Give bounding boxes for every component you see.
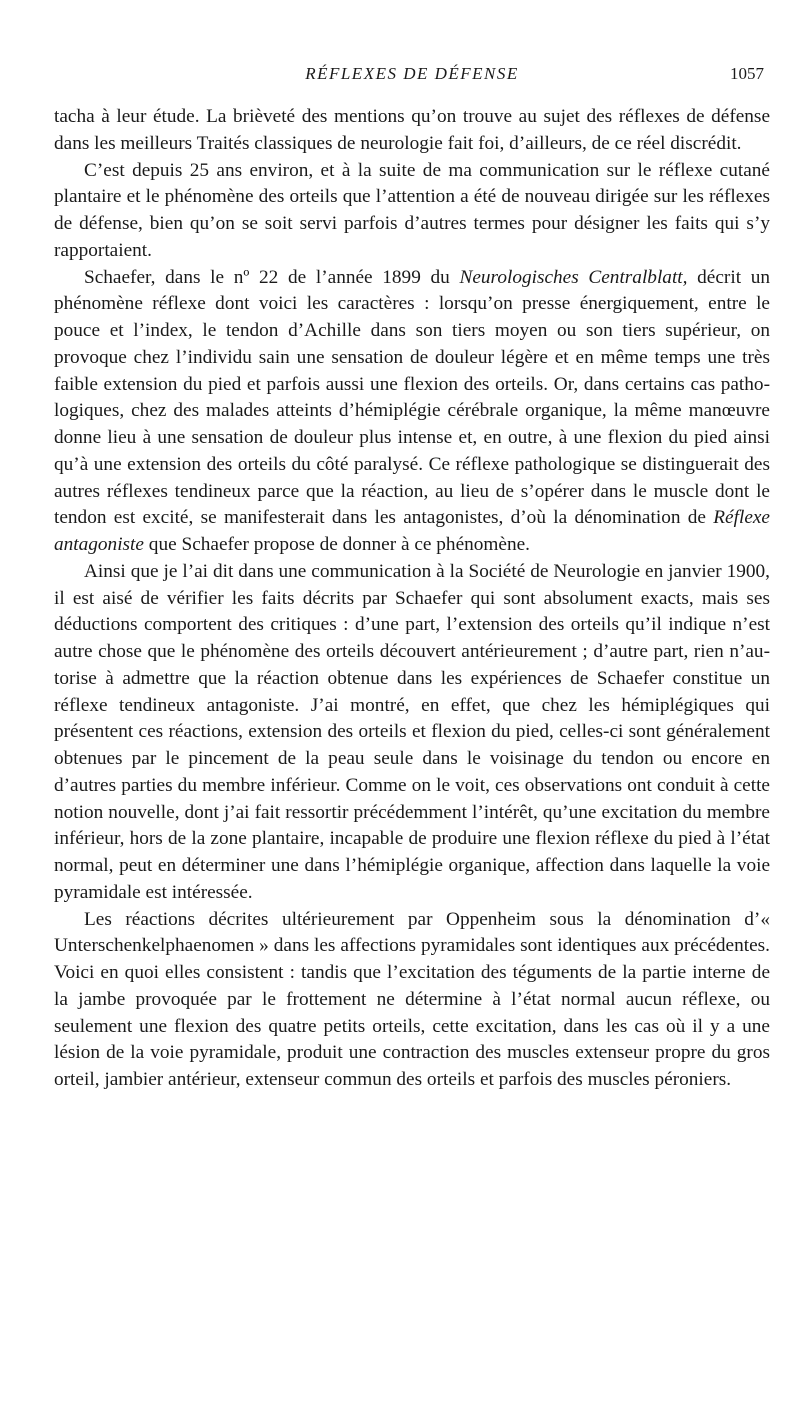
running-header: [54, 62, 770, 92]
running-title: RÉFLEXES DE DÉFENSE: [305, 64, 519, 83]
paragraph-3-part-b: décrit un phénomène réflexe dont voici les caractères : lorsqu’on presse énergiquement, entre le pouce et l’index, le tendon d’Achille dans son tiers moyen ou son tiers supérieur, on provoque chez l’individu sain une sensation de douleur légère et en même temps une très faible extension du pied et parfois aussi une flexion des orteils. Or, dans certains cas pathologiques, chez des malades atteints d’hémiplégie cérébrale organique, la même manœuvre donne lieu à une sensation de douleur plus intense et, en outre, à une flexion du pied ainsi qu’à une extension des orteils du côté paralysé. Ce réflexe pathologique se distinguerait des autres réflexes tendineux parce que la réaction, au lieu de s’opérer dans le muscle dont le tendon est excité, se manifesterait dans les antagonistes, d’où la dénomination de: [54, 266, 770, 529]
journal-title: Neurologisches Centralblatt,: [459, 266, 688, 288]
page-number: 1057: [730, 64, 764, 83]
paragraph-5: Les réactions décrites ultérieurement par Oppenheim sous la dénomination d’« Unterschenkelphaenomen » dans les affections pyramidales sont identiques aux précédentes. Voici en quoi elles consistent : tandis que l’excitation des téguments de la partie interne de la jambe provoquée par le frottement ne détermine à l’état normal aucun réflexe, ou seulement une flexion des quatre petits orteils, cette excitation, dans les cas où il y a une lésion de la voie pyramidale, produit une contraction des muscles extenseur propre du gros orteil, jambier antérieur, extenseur commun des orteils et parfois des muscles péroniers.: [54, 908, 770, 1090]
paragraph-1: tacha à leur étude. La brièveté des mentions qu’on trouve au sujet des réflexes de défense dans les meilleurs Traités classiques de neurologie fait foi, d’ailleurs, de ce réel discrédit.: [54, 106, 770, 154]
paragraph-4: Ainsi que je l’ai dit dans une communication à la Société de Neurologie en janvier 1900, il est aisé de vérifier les faits décrits par Schaefer qui sont absolument exacts, mais ses déductions comportent des critiques : d’une part, l’extension des orteils qu’il indique n’est autre chose que le phénomène des orteils découvert antérieurement ; d’autre part, rien n’autorise à admettre que la réaction obtenue dans les expériences de Schaefer constitue un réflexe tendineux antagoniste. J’ai montré, en effet, que chez les hémiplégiques qui présentent ces réactions, extension des orteils et flexion du pied, celles-ci sont généralement obtenues par le pincement de la peau seule dans le voisinage du tendon ou encore en d’autres parties du membre inférieur. Comme on le voit, ces observations ont conduit à cette notion nouvelle, dont j’ai fait ressortir précédemment l’intérêt, qu’une excitation du membre inférieur, hors de la zone plantaire, incapable de produire une flexion réflexe du pied à l’état normal, peut en déterminer une dans l’hémiplégie organique, affection dans laquelle la voie pyramidale est intéressée.: [54, 560, 770, 903]
paragraph-2: C’est depuis 25 ans environ, et à la suite de ma communication sur le réflexe cutané plantaire et le phénomène des orteils que l’attention a été de nouveau dirigée sur les réflexes de défense, bien qu’on se soit servi parfois d’autres termes pour désigner les faits qui s’y rapportaient.: [54, 159, 770, 261]
paragraph-3: [54, 265, 770, 559]
paragraph-3-part-c: que Schaefer propose de donner à ce phénomène.: [143, 534, 530, 555]
body-text: [54, 104, 770, 1094]
reflex-term: Réflexe antagoniste: [54, 507, 770, 555]
paragraph-3-part-a: Schaefer, dans le nº 22 de l’année 1899 du: [84, 266, 460, 288]
